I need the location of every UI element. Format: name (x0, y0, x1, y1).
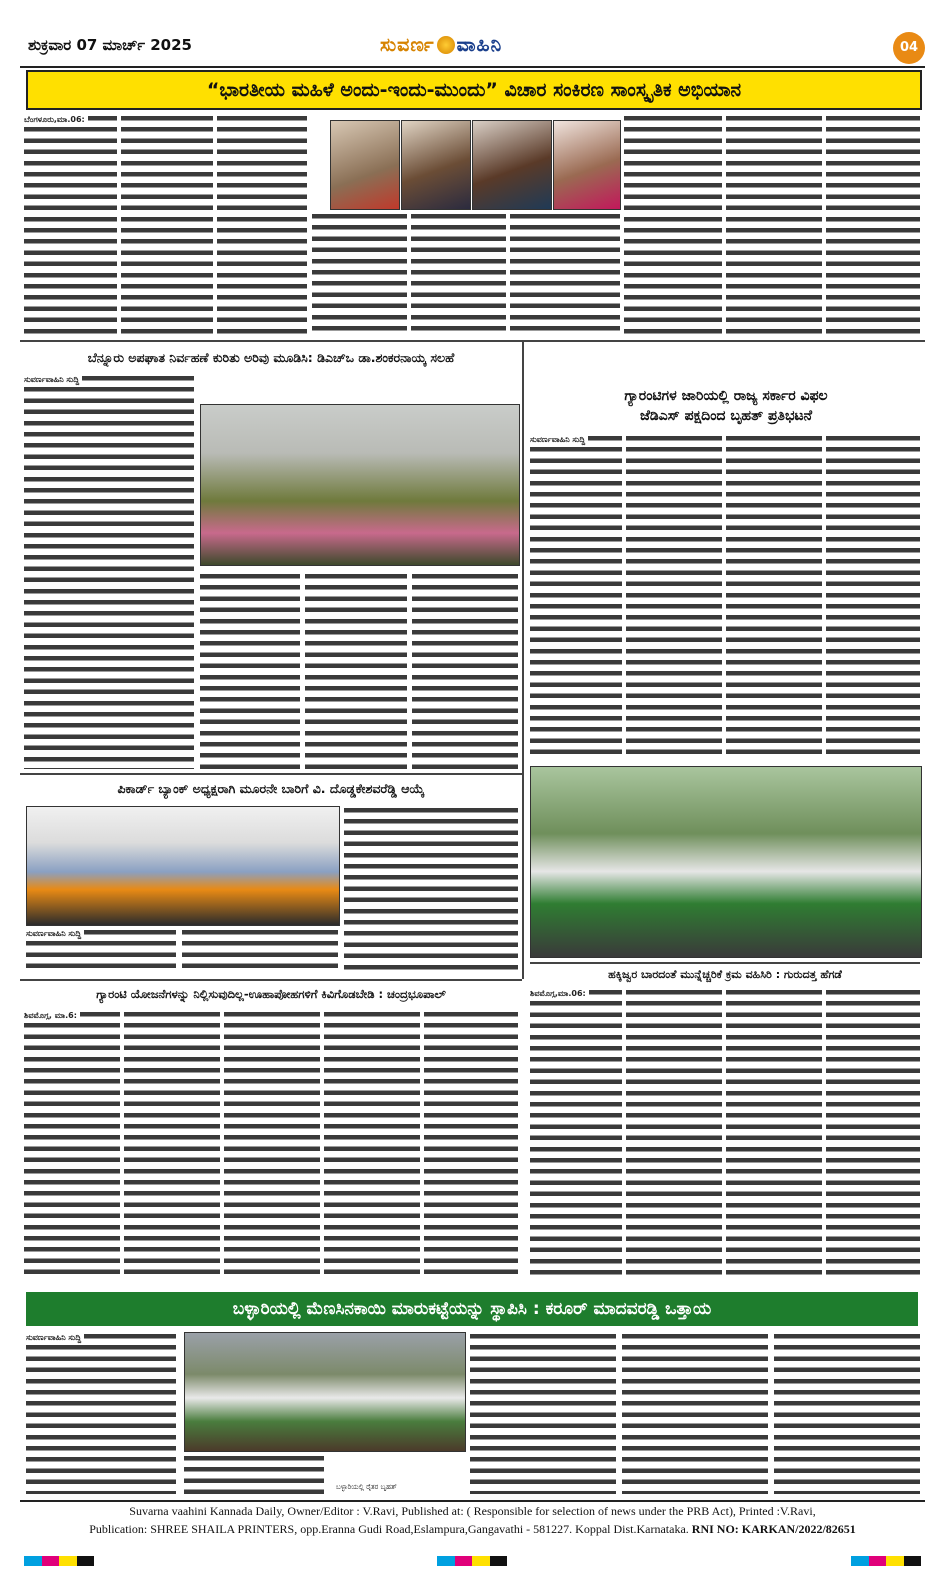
column-divider (522, 342, 524, 979)
jds-protest-photo (530, 766, 922, 958)
jds-dateline: ಸುವರ್ಣವಾಹಿನಿ ಸುದ್ದಿ (530, 435, 588, 444)
women-seminar-col-8 (726, 114, 822, 334)
bennur-col-1 (24, 374, 194, 769)
portrait-photo-3 (472, 120, 552, 210)
hakki-col-1 (530, 988, 622, 1278)
women-seminar-col-9 (826, 114, 920, 334)
chilli-photo-caption-text (184, 1454, 324, 1494)
chandrabhupal-col-3 (224, 1010, 320, 1280)
women-seminar-col-1 (24, 114, 117, 334)
imprint-line-1: Suvarna vaahini Kannada Daily, Owner/Editor : V.Ravi, Published at: ( Responsible for selection of news under the PRB Act), Printed :V.Ravi, (129, 1504, 816, 1518)
masthead-right: ವಾಹಿನಿ (456, 34, 503, 56)
chilli-market-headline: ಬಳ್ಳಾರಿಯಲ್ಲಿ ಮೆಣಸಿನಕಾಯಿ ಮಾರುಕಟ್ಟೆಯನ್ನು ಸ್ಥಾಪಿಸಿ : ಕರೂರ್ ಮಾದವರಡ್ಡಿ ಒತ್ತಾಯ (26, 1292, 918, 1326)
bennur-col-2 (200, 572, 300, 769)
section-rule-2 (20, 773, 522, 775)
imprint-line-2 (20, 1522, 925, 1537)
section-rule-4 (20, 979, 522, 981)
jds-col-1 (530, 434, 622, 756)
chilli-col-2 (470, 1332, 616, 1494)
chandrabhupal-col-5 (424, 1010, 518, 1280)
jds-col-3 (726, 434, 822, 756)
chandrabhupal-col-1 (24, 1010, 120, 1280)
bennur-col-4 (412, 572, 518, 769)
women-seminar-dateline: ಬೆಂಗಳೂರು,ಮಾ.06: (24, 115, 88, 124)
portrait-photo-2 (401, 120, 471, 210)
imprint-publication: Publication: SHREE SHAILA PRINTERS, opp.Eranna Gudi Road,Eslampura,Gangavathi - 581227. Koppal Dist.Karnataka. (89, 1522, 689, 1536)
footer-rule (20, 1500, 925, 1502)
chilli-col-1 (26, 1332, 176, 1494)
bennur-col-3 (305, 572, 407, 769)
hakki-col-2 (626, 988, 722, 1278)
rni-number: RNI NO: KARKAN/2022/82651 (691, 1522, 856, 1536)
bennur-event-photo (200, 404, 520, 566)
jds-col-4 (826, 434, 920, 756)
color-registration-marks-left (24, 1556, 94, 1566)
chilli-dateline: ಸುವರ್ಣವಾಹಿನಿ ಸುದ್ದಿ (26, 1333, 84, 1342)
bennur-dateline: ಸುವರ್ಣವಾಹಿನಿ ಸುದ್ದಿ (24, 375, 82, 384)
pikard-col-3 (344, 806, 518, 970)
sun-logo-icon (437, 36, 455, 54)
page-header (20, 32, 925, 64)
chandrabhupal-dateline: ಶಿವಮೊಗ್ಗ, ಮಾ.6: (24, 1011, 80, 1020)
masthead (380, 34, 502, 56)
section-rule-3 (530, 962, 920, 964)
header-rule (20, 66, 925, 68)
chilli-protest-photo (184, 1332, 466, 1452)
jds-headline-line-1: ಗ್ಯಾರಂಟಿಗಳ ಜಾರಿಯಲ್ಲಿ ರಾಜ್ಯ ಸರ್ಕಾರ ವಿಫಲ (624, 388, 828, 404)
portrait-photo-1 (330, 120, 400, 210)
page-number-badge: 04 (893, 32, 925, 64)
hakki-col-4 (826, 988, 920, 1278)
chandrabhupal-headline: ಗ್ಯಾರಂಟಿ ಯೋಜನೆಗಳನ್ನು ನಿಲ್ಲಿಸುವುದಿಲ್ಲ-ಊಹಾಪೋಹಗಳಿಗೆ ಕಿವಿಗೊಡಬೇಡಿ : ಚಂದ್ರಭೂಪಾಲ್ (96, 987, 446, 1001)
women-seminar-headline: “ಭಾರತೀಯ ಮಹಿಳೆ ಅಂದು-ಇಂದು-ಮುಂದು” ವಿಚಾರ ಸಂಕಿರಣ ಸಾಂಸ್ಕೃತಿಕ ಅಭಿಯಾನ (26, 70, 922, 110)
pikard-headline: ಪಿಕಾರ್ಡ್ ಬ್ಯಾಂಕ್ ಅಧ್ಯಕ್ಷರಾಗಿ ಮೂರನೇ ಬಾರಿಗೆ ವಿ. ದೊಡ್ಡಕೇಶವರೆಡ್ಡಿ ಆಯ್ಕೆ (117, 781, 425, 796)
pikard-col-1 (26, 928, 176, 970)
women-seminar-col-2 (121, 114, 213, 334)
pikard-felicitation-photo (26, 806, 340, 926)
women-seminar-col-4 (312, 212, 407, 334)
hakki-dateline: ಶಿವಮೊಗ್ಗ,ಮಾ.06: (530, 989, 589, 998)
section-rule-1 (20, 340, 925, 342)
pikard-col-2 (182, 928, 338, 970)
jds-headline (532, 386, 920, 426)
color-registration-marks-center (437, 1556, 507, 1566)
women-seminar-col-6 (510, 212, 620, 334)
chilli-photo-caption: ಬಳ್ಳಾರಿಯಲ್ಲಿ ರೈತರ ಬೃಹತ್ (336, 1483, 397, 1491)
bennur-headline: ಬೆನ್ನೂರು ಅಪಘಾತ ನಿರ್ವಹಣೆ ಕುರಿತು ಅರಿವು ಮೂಡಿಸಿ: ಡಿಎಚ್‌ಒ ಡಾ.ಶಂಕರನಾಯ್ಕ ಸಲಹೆ (87, 350, 455, 365)
pikard-dateline: ಸುವರ್ಣವಾಹಿನಿ ಸುದ್ದಿ (26, 929, 84, 938)
issue-date: ಶುಕ್ರವಾರ 07 ಮಾರ್ಚ್ 2025 (28, 36, 192, 54)
chilli-col-4 (774, 1332, 920, 1494)
masthead-left: ಸುವರ್ಣ (380, 34, 435, 56)
jds-headline-line-2: ಜೆಡಿಎಸ್ ಪಕ್ಷದಿಂದ ಬೃಹತ್ ಪ್ರತಿಭಟನೆ (639, 408, 813, 424)
hakki-col-3 (726, 988, 822, 1278)
jds-col-2 (626, 434, 722, 756)
chandrabhupal-col-4 (324, 1010, 420, 1280)
color-registration-marks-right (851, 1556, 921, 1566)
chilli-col-3 (622, 1332, 768, 1494)
women-seminar-col-7 (624, 114, 722, 334)
women-seminar-col-3 (217, 114, 307, 334)
women-seminar-col-5 (411, 212, 506, 334)
hakki-headline: ಹಕ್ಕಿಜ್ವರ ಬಾರದಂತೆ ಮುನ್ನೆಚ್ಚರಿಕೆ ಕ್ರಮ ವಹಿಸಿರಿ : ಗುರುದತ್ತ ಹೆಗಡೆ (608, 968, 842, 981)
portrait-photo-4 (553, 120, 621, 210)
chandrabhupal-col-2 (124, 1010, 220, 1280)
